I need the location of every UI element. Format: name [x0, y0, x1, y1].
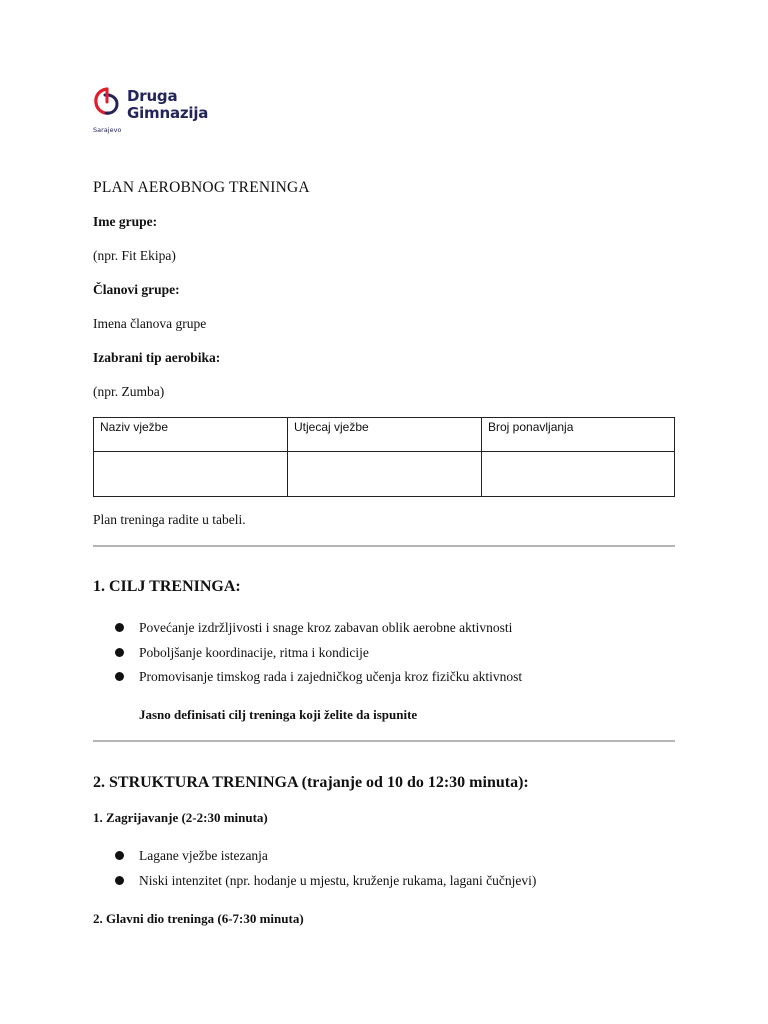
table-header-row	[94, 418, 675, 452]
table-header-exercise: Naziv vježbe	[94, 418, 288, 452]
list-item-text: Povećanje izdržljivosti i snage kroz zabavan oblik aerobne aktivnosti	[139, 620, 513, 635]
list-item-text: Promovisanje timskog rada i zajedničkog učenja kroz fizičku aktivnost	[139, 669, 523, 684]
divider	[93, 545, 675, 547]
main-part-subheading: 2. Glavni dio treninga (6-7:30 minuta)	[93, 911, 304, 926]
aerobics-type-value: (npr. Zumba)	[93, 384, 165, 399]
table-note: Plan treninga radite u tabeli.	[93, 512, 246, 527]
logo-text-line2: Gimnazija	[127, 104, 209, 122]
table-row	[94, 452, 675, 497]
logo-text-city: Sarajevo	[93, 126, 122, 134]
list-item	[115, 620, 512, 636]
bullet-icon	[115, 876, 124, 885]
bullet-icon	[115, 648, 124, 657]
warmup-subheading: 1. Zagrijavanje (2-2:30 minuta)	[93, 810, 268, 825]
table-cell[interactable]	[94, 452, 288, 497]
document-title: PLAN AEROBNOG TRENINGA	[93, 179, 310, 196]
section2-heading: 2. STRUKTURA TRENINGA (trajanje od 10 do 12:30 minuta):	[93, 774, 529, 791]
group-members-value: Imena članova grupe	[93, 316, 207, 331]
table-cell[interactable]	[288, 452, 482, 497]
logo-text-line1: Druga	[127, 87, 178, 105]
bullet-icon	[115, 851, 124, 860]
aerobics-type-label: Izabrani tip aerobika:	[93, 350, 221, 365]
bullet-icon	[115, 672, 124, 681]
group-members-label: Članovi grupe:	[93, 282, 180, 297]
school-logo	[93, 86, 223, 136]
list-item	[115, 848, 268, 864]
training-plan-table	[93, 417, 675, 497]
list-item	[115, 873, 536, 889]
list-item-text: Poboljšanje koordinacije, ritma i kondicije	[139, 645, 369, 660]
table-header-reps: Broj ponavljanja	[482, 418, 675, 452]
list-item-text: Niski intenzitet (npr. hodanje u mjestu, kruženje rukama, lagani čučnjevi)	[139, 873, 537, 888]
list-item	[115, 645, 369, 661]
section1-note: Jasno definisati cilj treninga koji želite da ispunite	[139, 707, 418, 722]
divider	[93, 740, 675, 742]
bullet-icon	[115, 623, 124, 632]
list-item	[115, 669, 522, 685]
section1-heading: 1. CILJ TRENINGA:	[93, 578, 241, 595]
school-logo-mark-icon	[93, 86, 125, 120]
group-name-label: Ime grupe:	[93, 214, 158, 229]
group-name-value: (npr. Fit Ekipa)	[93, 248, 176, 263]
table-cell[interactable]	[482, 452, 675, 497]
list-item-text: Lagane vježbe istezanja	[139, 848, 268, 863]
table-header-impact: Utjecaj vježbe	[288, 418, 482, 452]
